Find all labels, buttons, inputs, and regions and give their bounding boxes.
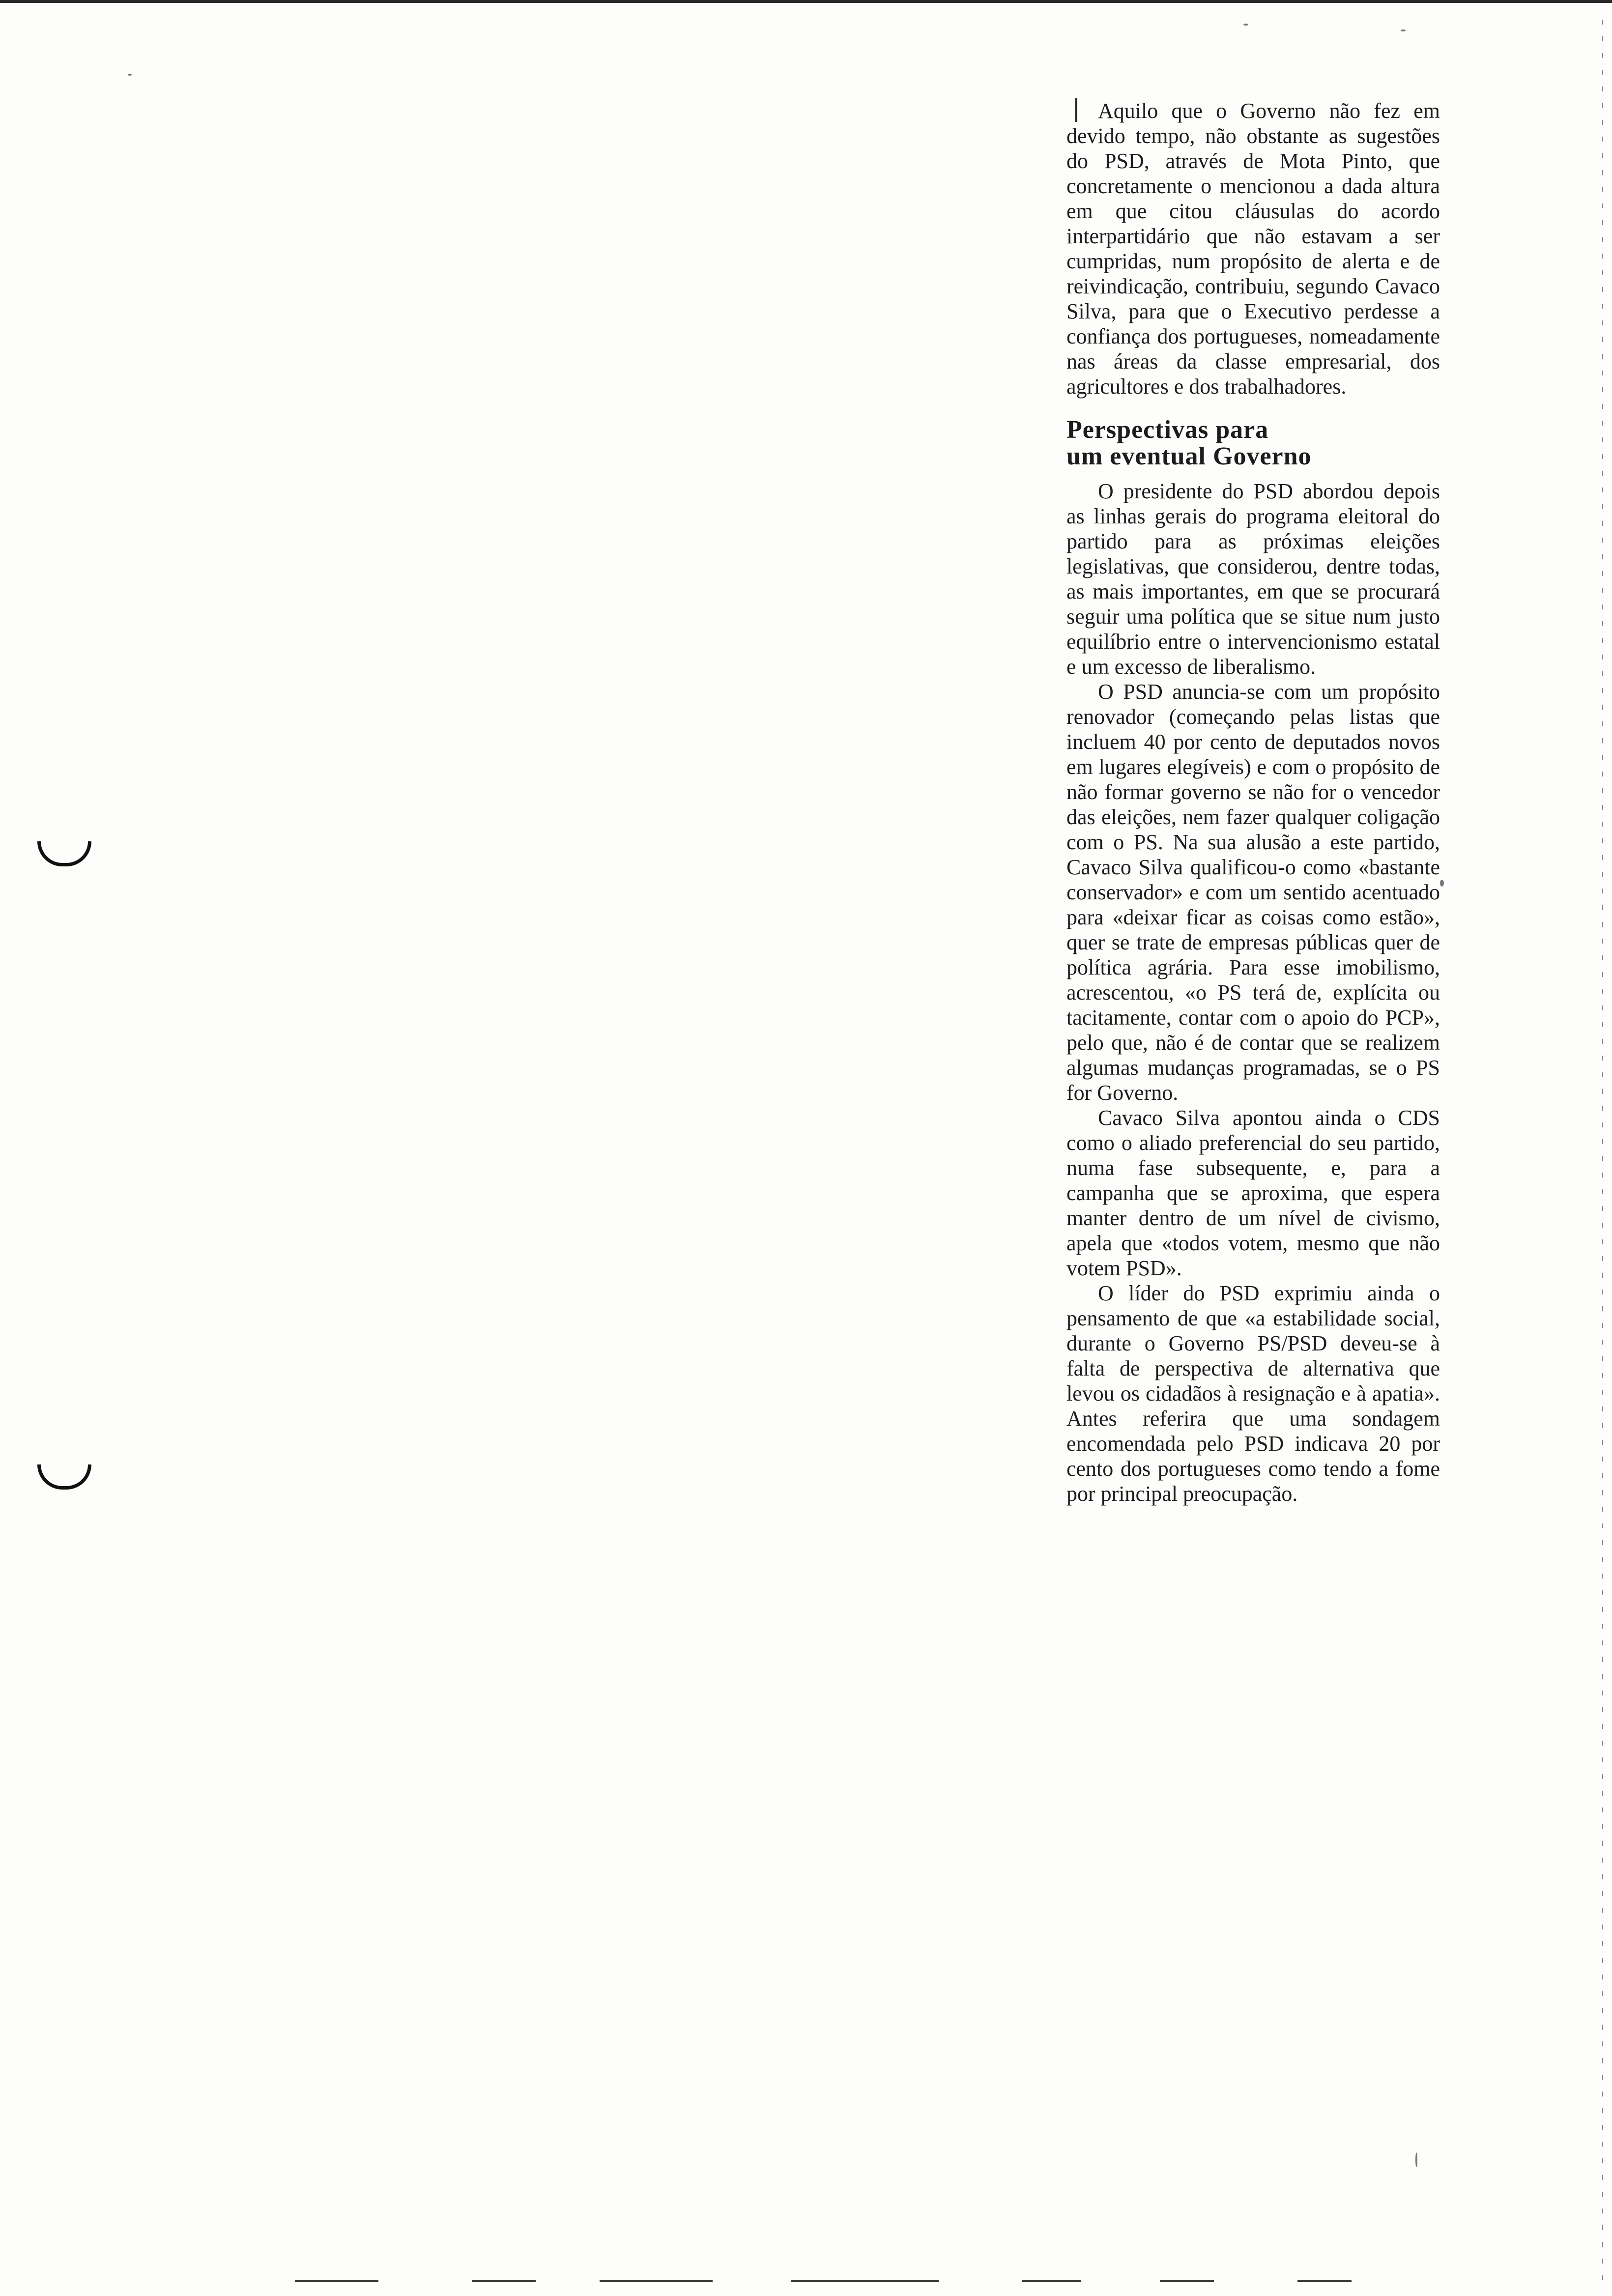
scan-speck: [1243, 24, 1248, 26]
article-paragraph: O presidente do PSD abordou depois as linhas gerais do programa eleitoral do partido para as próximas eleições legislativas, que considerou, dentre todas, as mais importantes, em que se procurará seguir uma política que se situe num justo equilíbrio entre o intervencionismo estatal e um excesso de liberalismo.: [1066, 479, 1440, 679]
newspaper-article-column: [1066, 98, 1440, 1506]
article-paragraph: Aquilo que o Governo não fez em devido tempo, não obstante as sugestões do PSD, através de Mota Pinto, que concretamente o mencionou a dada altura em que citou cláusulas do acordo interpartidário que não estavam a ser cumpridas, num propósito de alerta e de reivindicação, contribuiu, segundo Cavaco Silva, para que o Executivo perdesse a confiança dos portugueses, nomeadamente nas áreas da classe empresarial, dos agricultores e dos trabalhadores.: [1066, 99, 1440, 399]
scan-speck: [1440, 880, 1444, 887]
binder-hole-mark: [37, 841, 91, 866]
article-paragraph: O líder do PSD exprimiu ainda o pensamento de que «a estabilidade social, durante o Governo PS/PSD deveu-se à falta de perspectiva de alternativa que levou os cidadãos à resignação e à apatia». Antes referira que uma sondagem encomendada pelo PSD indicava 20 por cento dos portugueses como tendo a fome por principal preocupação.: [1066, 1281, 1440, 1506]
article-paragraph: O PSD anuncia-se com um propósito renovador (começando pelas listas que incluem 40 por cento de deputados novos em lugares elegíveis) e com o propósito de não formar governo se não for o vencedor das eleições, nem fazer qualquer coligação com o PS. Na sua alusão a este partido, Cavaco Silva qualificou-o como «bastante conservador» e com um sentido acentuado para «deixar ficar as coisas como estão», quer se trate de empresas públicas quer de política agrária. Para esse imobilismo, acrescentou, «o PS terá de, explícita ou tacitamente, contar com o apoio do PCP», pelo que, não é de contar que se realizem algumas mudanças programadas, se o PS for Governo.: [1066, 680, 1440, 1105]
bottom-scan-rules: [295, 2280, 1524, 2283]
scan-speck: [1415, 2152, 1417, 2167]
section-heading-line: um eventual Governo: [1066, 442, 1312, 470]
scan-speck: [128, 74, 132, 76]
page-edge-marks: [1602, 20, 1603, 2280]
top-border-rule: [0, 0, 1612, 3]
article-paragraph: Cavaco Silva apontou ainda o CDS como o aliado preferencial do seu partido, numa fase subsequente, e, para a campanha que se aproxima, que espera manter dentro de um nível de civismo, apela que «todos votem, mesmo que não votem PSD».: [1066, 1106, 1440, 1280]
scan-speck: [1401, 29, 1406, 31]
section-heading: [1066, 417, 1440, 470]
section-heading-line: Perspectivas para: [1066, 416, 1269, 444]
binder-hole-mark: [37, 1464, 91, 1490]
